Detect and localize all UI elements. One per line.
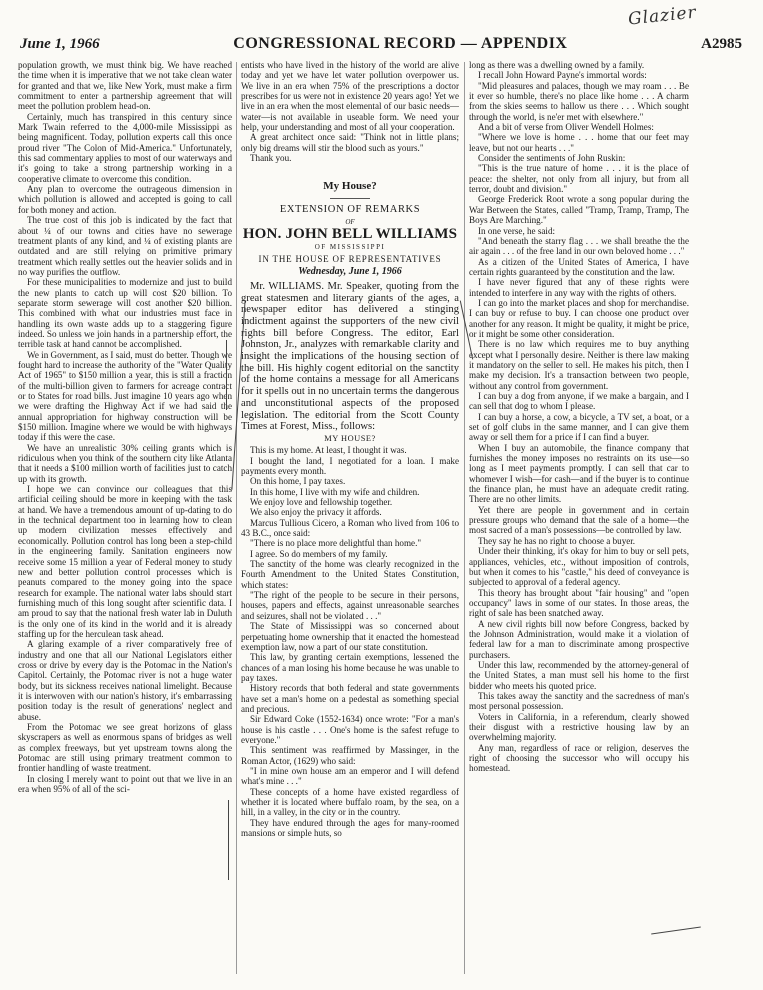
column-divider bbox=[236, 62, 237, 974]
editorial-subhead: MY HOUSE? bbox=[324, 433, 376, 443]
paragraph: The sanctity of the home was clearly recognized in the Fourth Amendment to the United States Constitution, which states: bbox=[241, 559, 459, 590]
paragraph: The true cost of this job is indicated by the fact that about ¼ of our towns and cities have no sewerage treatment plants of any kind, and ¼ of existing plants are outdated and are still relying on primitive primary treatment which really settles out the heavier solids and in no way purifies the outflow. bbox=[18, 215, 232, 277]
running-head bbox=[20, 35, 742, 57]
extension-heading: EXTENSION OF REMARKS bbox=[279, 203, 421, 215]
paragraph: population growth, we must think big. We have reached the time when it is imperative that we not take clean water for granted and that we, like New York, must make a firm commitment to enter a partnership agreement that will meet the pollution problem head-on. bbox=[18, 60, 232, 112]
paragraph: The State of Mississippi was so concerned about perpetuating home ownership that it enacted the homestead exemption law, now a part of our state constitution. bbox=[241, 621, 459, 652]
rule bbox=[330, 198, 370, 199]
paragraph: Any man, regardless of race or religion, deserves the right of choosing the successor who will occupy his homestead. bbox=[469, 742, 689, 774]
paragraph: Under their thinking, it's okay for him to buy or sell pets, appliances, vehicles, etc., without imposition of controls, but when it comes to his "castle," his deed of conveyance is subjected to approval of a federal agency. bbox=[469, 546, 689, 588]
paragraph: I can buy a horse, a cow, a bicycle, a TV set, a boat, or a set of golf clubs in the same manner, and I can give them away or sell them for a price if I can find a buyer. bbox=[469, 411, 689, 443]
paragraph: This takes away the sanctity and the sacredness of man's most personal possession. bbox=[469, 690, 689, 712]
paragraph: They have endured through the ages for many-roomed mansions or simple huts, so bbox=[241, 817, 459, 839]
paragraph: We have an unrealistic 30% ceiling grants which is ridiculous when you think of the southern city like Atlanta that it needs a $100 million worth of facilities just to catch up with its growth. bbox=[18, 442, 232, 484]
paragraph: "This is the true nature of home . . . it is the place of peace: the shelter, not only from all injury, but from all terror, doubt and division." bbox=[469, 163, 689, 195]
chamber: IN THE HOUSE OF REPRESENTATIVES bbox=[258, 254, 442, 265]
paragraph: "I in mine own house am an emperor and I will defend what's mine . . ." bbox=[241, 765, 459, 787]
pen-margin-mark bbox=[228, 800, 229, 880]
paragraph: I agree. So do members of my family. bbox=[250, 548, 388, 559]
column-1 bbox=[18, 60, 232, 975]
lead-paragraph: Mr. WILLIAMS. Mr. Speaker, quoting from the great statesmen and literary giants of the ages, a newspaper editor has delivered a stinging indictment against the supporters of the new civil rights bill before Congress. The editor, Earl Johnston, Jr., analyzes with remarkable clarity and insight the implications of the housing section of the bill. His highly cogent editorial on the sanctity of the home contains a message for all Americans for it spells out in no uncertain terms the dangerous and unconstitutional aspects of the proposed legislation. The editorial from the Scott County Times at Forest, Miss., follows: bbox=[241, 280, 459, 433]
article-date: Wednesday, June 1, 1966 bbox=[298, 265, 402, 277]
paragraph: "There is no place more delightful than home." bbox=[250, 538, 422, 549]
paragraph: This theory has brought about "fair housing" and "open occupancy" laws in some of our states. In those areas, the right of sale has been snatched away. bbox=[469, 587, 689, 619]
paragraph: We also enjoy the privacy it affords. bbox=[250, 507, 382, 518]
paragraph: Under this law, recommended by the attorney-general of the United States, a man must sell his home to the first bidder who meets his quoted price. bbox=[469, 659, 689, 691]
paragraph: A great architect once said: "Think not in little plans; only big dreams will stir the blood such as yours." bbox=[241, 132, 459, 153]
paragraph: This sentiment was reaffirmed by Massinger, in the Roman Actor, (1629) who said: bbox=[241, 745, 459, 766]
pen-margin-mark bbox=[226, 340, 227, 410]
paragraph: Any plan to overcome the outrageous dimension in which pollution is allowed and accepted is going to call for both money and action. bbox=[18, 184, 232, 215]
paragraph: And a bit of verse from Oliver Wendell Holmes: bbox=[478, 122, 654, 133]
paragraph: From the Potomac we see great horizons of glass skyscrapers as well as enormous spans of bridges as well as complex freeways, but yet upstream towns along the Potomac are still using primary treatment common to frontier handling of waste treatment. bbox=[18, 722, 232, 774]
paragraph: We in Government, as I said, must do better. Though we fought hard to increase the authority of the "Water Quality Act of 1965" to $150 million a year, this is still a fraction of the multi-billion given to farmers for acreage contract or to States for road bills. Just imagine 10 years ago when we were drafting the Highway Act if we had said the annual appropriation for highway construction will be $150 million. Imagine where we would be with highways today if this were the case. bbox=[18, 349, 232, 443]
handwritten-annotation: Glazier bbox=[627, 2, 698, 30]
paragraph: Consider the sentiments of John Ruskin: bbox=[478, 153, 626, 164]
paragraph: We enjoy love and fellowship together. bbox=[250, 497, 393, 508]
paragraph: "Mid pleasures and palaces, though we may roam . . . Be it ever so humble, there's no place like home . . . A charm from the skies seems to hallow us there . . . Which sought through the world, is ne'er met with elsewhere." bbox=[469, 80, 689, 122]
member-name: HON. JOHN BELL WILLIAMS bbox=[242, 226, 458, 243]
paragraph: In one verse, he said: bbox=[478, 225, 556, 236]
paragraph: In this home, I live with my wife and children. bbox=[250, 486, 420, 497]
paragraph: History records that both federal and state governments have set a man's home on a pedestal as something special and precious. bbox=[241, 683, 459, 714]
paragraph: This is my home. At least, I thought it was. bbox=[250, 445, 407, 456]
paragraph: Voters in California, in a referendum, clearly showed their disgust with a restrictive housing law by an overwhelming majority. bbox=[469, 711, 689, 743]
paragraph: Marcus Tullious Cicero, a Roman who lived from 106 to 43 B.C., once said: bbox=[241, 517, 459, 539]
of-label: OF bbox=[345, 218, 355, 227]
column-divider bbox=[464, 62, 465, 974]
paragraph: I bought the land, I negotiated for a loan. I make payments every month. bbox=[241, 455, 459, 477]
paragraph: Sir Edward Coke (1552-1634) once wrote: "For a man's house is his castle . . . One's home is the safest refuge to everyone." bbox=[241, 714, 459, 745]
paragraph: In closing I merely want to point out that we live in an era when 95% of all of the sci- bbox=[18, 773, 232, 795]
paragraph: I can go into the market places and shop for merchandise. I can buy or refuse to buy. I can choose one product over another for any reason. It might be quality, it might be price, or it might be some other consideration. bbox=[469, 297, 689, 339]
paragraph: When I buy an automobile, the finance company that furnishes the money imposes no restraints on its use—so long as I meet payments promptly. I can sell that car to whomever I wish—for cash—and if the buyer is to continue the finance plan, he must have an adequate credit rating. There are no other limits. bbox=[469, 442, 689, 505]
paragraph: Thank you. bbox=[250, 153, 292, 164]
paragraph: As a citizen of the United States of America, I have certain rights guaranteed by the constitution and the law. bbox=[469, 256, 689, 277]
paragraph: I can buy a dog from anyone, if we make a bargain, and I can sell that dog to whom I please. bbox=[469, 391, 689, 412]
article-title: My House? bbox=[323, 180, 377, 193]
paragraph: I have never figured that any of these rights were intended to interfere in any way with the rights of others. bbox=[469, 277, 689, 298]
paragraph: On this home, I pay taxes. bbox=[250, 476, 346, 487]
column-2 bbox=[241, 60, 459, 975]
paragraph: These concepts of a home have existed regardless of whether it is located where buffalo roam, by the sea, on a hill, in a valley, in the city or in the country. bbox=[241, 786, 459, 818]
paragraph: entists who have lived in the history of the world are alive today and yet we have let water pollution overpower us. We live in an era when 75% of the prescriptions a doctor prescribes for us were not in existence 20 years ago! Yet we live in an era when the most elemental of our basic needs—water—is not available in useable form. We need your help, your understanding and most of all your cooperation. bbox=[241, 60, 459, 133]
paragraph: A glaring example of a river comparatively free of industry and one that all our National Legislators either cross or drive by every day is the Potomac in the Nation's Capitol. Certainly, the Potomac river is not a huge water body, but its sickness receives national limelight. Because it is interwoven with our nation's history, it's embarrassing position today is the result of generations' neglect and abuse. bbox=[18, 639, 232, 722]
header-date: June 1, 1966 bbox=[20, 36, 100, 52]
paragraph: There is no law which requires me to buy anything except what I personally desire. Neither is there law making it mandatory on the seller to sell. He makes his pitch, then I make my decision. It's a transaction between two people, without any control from government. bbox=[469, 339, 689, 391]
paragraph: "And beneath the starry flag . . . we shall breathe the the air again . . . of the free land in our own beloved home . . ." bbox=[469, 235, 689, 257]
paragraph: Yet there are people in government and in certain pressure groups who demand that the sale of a home—the most sacred of a man's possessions—be controlled by law. bbox=[469, 504, 689, 536]
header-page-number: A2985 bbox=[701, 36, 742, 52]
paragraph: I hope we can convince our colleagues that this artificial ceiling should be more in keeping with the task at hand. We have a tremendous amount of up-dating to do in the technical department too in learning how to clean up modern civilization messes effectively and economically. Pollution control has long been a step-child in the engineering family. Sanitation engineers now receive some 15 million a year of Federal money to study new and better pollution control processes which is peanuts compared to the money going into the space research for example. The national water labs should start furnishing much of this long sought after scientific data. I am proud to say that the national fresh water lab in Duluth is the only one of its kind in the world and it is already staffing up for the herculean task ahead. bbox=[18, 484, 232, 639]
paragraph: I recall John Howard Payne's immortal words: bbox=[478, 70, 647, 81]
paragraph: "The right of the people to be secure in their persons, houses, papers and effects, against unreasonable searches and seizures, shall not be violated . . ." bbox=[241, 590, 459, 621]
paragraph: This law, by granting certain exemptions, lessened the chances of a man losing his home because he was unable to pay taxes. bbox=[241, 652, 459, 683]
article-heading-block bbox=[241, 181, 459, 276]
paragraph: A new civil rights bill now before Congress, backed by the Johnson Administration, would make it a violation of federal law for a man to discriminate among prospective purchasers. bbox=[469, 618, 689, 660]
paragraph: George Frederick Root wrote a song popular during the War Between the States, called "Tramp, Tramp, Tramp, The Boys Are Marching." bbox=[469, 194, 689, 226]
paragraph: They say he has no right to choose a buyer. bbox=[478, 535, 636, 546]
paragraph: "Where we love is home . . . home that our feet may leave, but not our hearts . . ." bbox=[469, 132, 689, 153]
paragraph: Certainly, much has transpired in this century since Mark Twain referred to the 4,000-mile Mississippi as being magnificent. Today, pollution experts call this once proud river "The Colon of Mid-America." Unfortunately, this sad commentary applies to most of our waterways and it's going to take a strong partnership working in a cooperative climate to overcome this condition. bbox=[18, 111, 232, 184]
paragraph: long as there was a dwelling owned by a family. bbox=[469, 60, 645, 70]
column-3 bbox=[469, 60, 689, 975]
paragraph: For these municipalities to modernize and just to build the new plants to catch up will cost $20 billion. To separate storm sewerage will cost another $20 billion. This combined with what our industries must face in handling its own waste adds up to a staggering figure indeed. So unless we join hands in a partnership effort, the terrible task at hand cannot be accomplished. bbox=[18, 277, 232, 350]
member-state: OF MISSISSIPPI bbox=[314, 242, 386, 251]
header-title: CONGRESSIONAL RECORD — APPENDIX bbox=[233, 35, 568, 52]
